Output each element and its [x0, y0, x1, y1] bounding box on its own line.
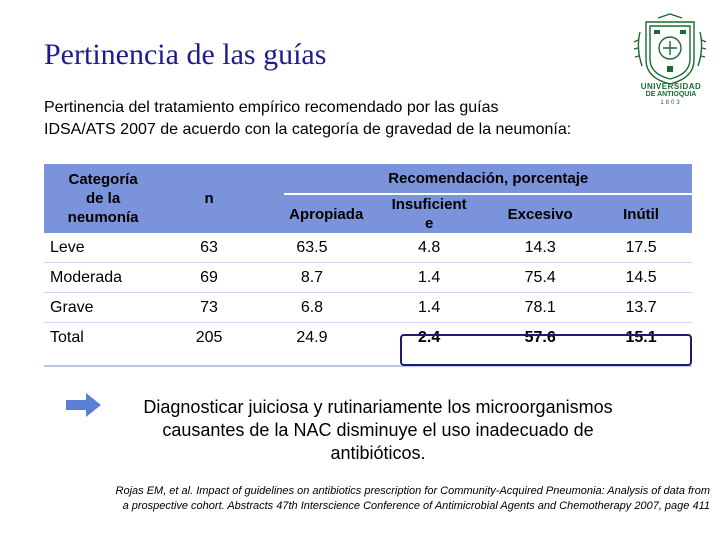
row-excesivo: 78.1: [490, 293, 590, 323]
header-insuficiente-line-1: Insuficient: [391, 196, 467, 213]
header-insuficiente-line-2: e: [424, 215, 434, 232]
header-category-line-2: de la: [86, 190, 121, 207]
header-category-line-3: neumonía: [67, 209, 139, 226]
slide-title: Pertinencia de las guías: [44, 38, 327, 71]
header-excesivo: Excesivo: [490, 194, 590, 233]
row-category: Leve: [44, 233, 162, 263]
subtitle-line-1: Pertinencia del tratamiento empírico recomendado por las guías: [44, 99, 499, 116]
recommendation-table: [44, 164, 692, 353]
subtitle-line-2: IDSA/ATS 2007 de acuerdo con la categoría de gravedad de la neumonía:: [44, 121, 572, 138]
logo-line-3: 1803: [660, 100, 682, 106]
logo-line-2: DE ANTIOQUIA: [645, 91, 697, 98]
row-n: 63: [162, 233, 256, 263]
row-inutil: 13.7: [590, 293, 692, 323]
row-inutil: 14.5: [590, 263, 692, 293]
logo-wordmark: [628, 82, 714, 107]
row-excesivo: 57.6: [490, 323, 590, 353]
row-category: Total: [44, 323, 162, 353]
row-n: 73: [162, 293, 256, 323]
row-insuficiente: 4.8: [368, 233, 490, 263]
header-recommendation-group: Recomendación, porcentaje: [284, 164, 692, 194]
table-row-total: [44, 323, 692, 353]
row-apropiada: 24.9: [256, 323, 368, 353]
row-insuficiente: 2.4: [368, 323, 490, 353]
row-inutil: 15.1: [590, 323, 692, 353]
right-arrow-icon: [66, 392, 102, 418]
row-apropiada: 6.8: [256, 293, 368, 323]
conclusion-text: [108, 396, 648, 465]
row-insuficiente: 1.4: [368, 263, 490, 293]
row-excesivo: 75.4: [490, 263, 590, 293]
header-n: n: [162, 164, 256, 233]
row-excesivo: 14.3: [490, 233, 590, 263]
row-n: 69: [162, 263, 256, 293]
conclusion-line-3: antibióticos.: [330, 443, 426, 463]
conclusion-line-1: Diagnosticar juiciosa y rutinariamente los microorganismos: [143, 397, 613, 417]
row-apropiada: 63.5: [256, 233, 368, 263]
row-insuficiente: 1.4: [368, 293, 490, 323]
citation-line-2: a prospective cohort. Abstracts 47th Interscience Conference of Antimicrobial Agents and Chemotherapy 2007, page 411: [122, 500, 710, 512]
header-category-line-1: Categoría: [68, 171, 138, 188]
table-row: [44, 233, 692, 263]
header-category: [44, 164, 162, 233]
row-category: Moderada: [44, 263, 162, 293]
table-row: [44, 263, 692, 293]
header-insuficiente: [368, 194, 490, 233]
table-row: [44, 293, 692, 323]
row-inutil: 17.5: [590, 233, 692, 263]
citation: [40, 484, 710, 514]
row-apropiada: 8.7: [256, 263, 368, 293]
row-n: 205: [162, 323, 256, 353]
citation-line-1: Rojas EM, et al. Impact of guidelines on antibiotics prescription for Community-Acquired Pneumonia: Analysis of data from: [115, 485, 710, 497]
row-category: Grave: [44, 293, 162, 323]
header-apropiada: Apropiada: [284, 194, 368, 233]
conclusion-line-2: causantes de la NAC disminuye el uso inadecuado de: [162, 420, 594, 440]
slide-subtitle: [44, 97, 571, 141]
logo-line-1: UNIVERSIDAD: [640, 82, 702, 91]
header-inutil: Inútil: [590, 194, 692, 233]
header-spacer: [256, 164, 285, 233]
